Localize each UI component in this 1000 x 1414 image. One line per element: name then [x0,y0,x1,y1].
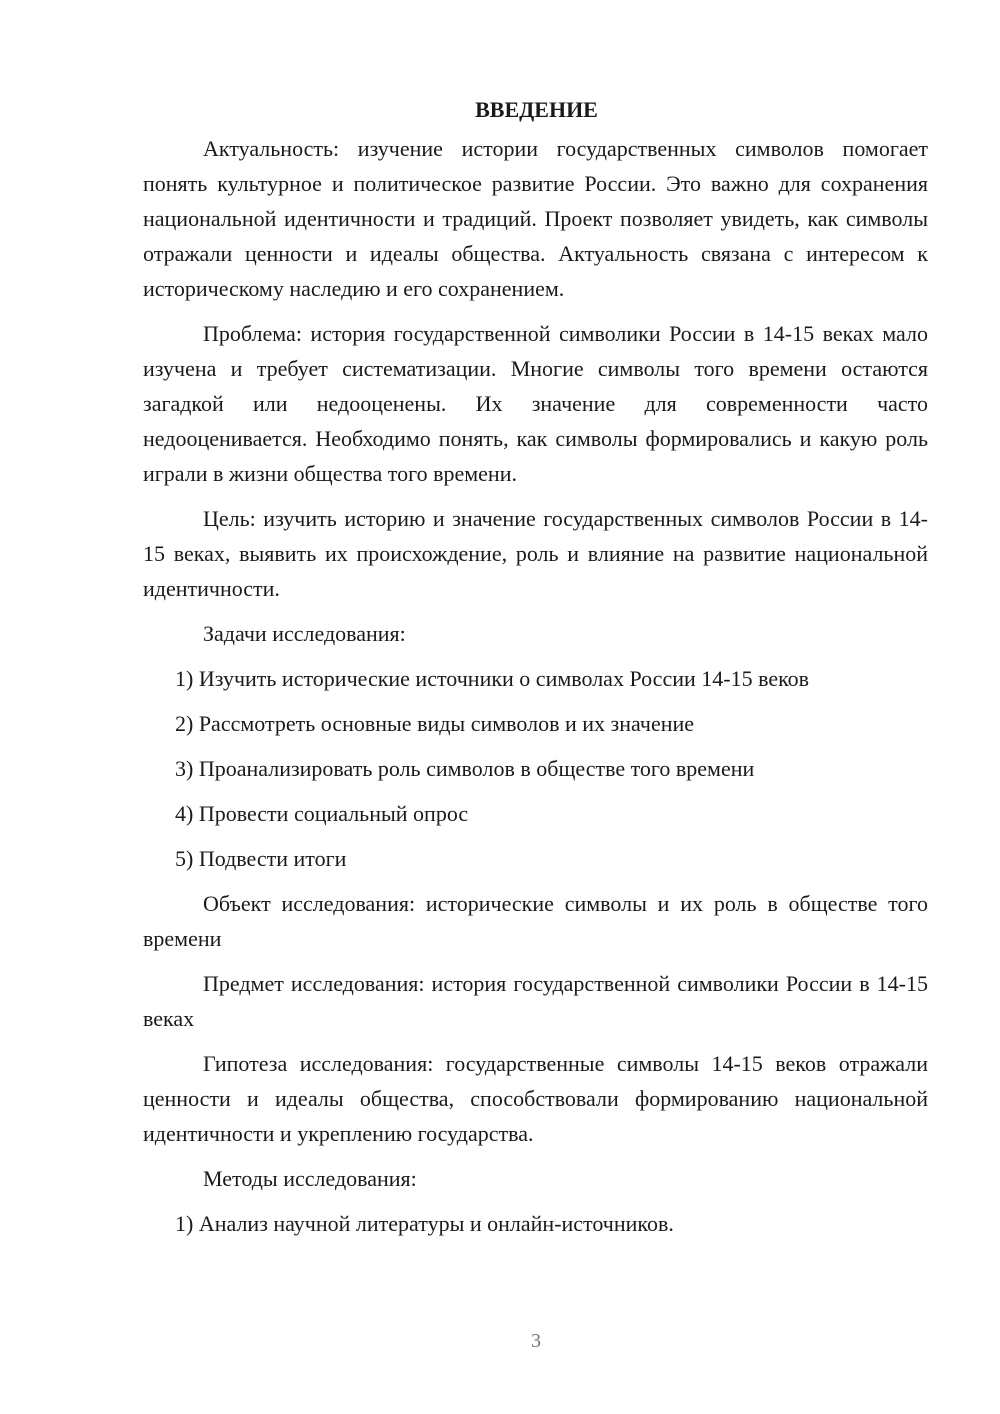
object-paragraph: Объект исследования: исторические символы и их роль в обществе того времени [143,891,928,951]
task-item: 3) Проанализировать роль символов в обществе того времени [175,756,755,781]
methods-heading: Методы исследования: [203,1166,417,1191]
task-item: 2) Рассмотреть основные виды символов и их значение [175,711,695,736]
document-heading: ВВЕДЕНИЕ [475,97,598,122]
relevance-paragraph: Актуальность: изучение истории государственных символов помогает понять культурное и политическое развитие России. Это важно для сохранения национальной идентичности и традиций. Проект позволяет увидеть, как символы отражали ценности и идеалы общества. Актуальность связана с интересом к историческому наследию и его сохранением. [143,136,928,301]
page-number: 3 [531,1330,541,1352]
subject-paragraph: Предмет исследования: история государственной символики России в 14-15 веках [143,971,928,1031]
task-item: 1) Изучить исторические источники о символах России 14-15 веков [175,666,810,691]
task-item: 5) Подвести итоги [175,846,347,871]
problem-paragraph: Проблема: история государственной символики России в 14-15 веках мало изучена и требует систематизации. Многие символы того времени остаются загадкой или недооценены. Их значение для современности часто недооценивается. Необходимо понять, как символы формировались и какую роль играли в жизни общества того времени. [143,321,928,486]
task-item: 4) Провести социальный опрос [175,801,469,826]
method-item: 1) Анализ научной литературы и онлайн-источников. [175,1211,674,1236]
hypothesis-paragraph: Гипотеза исследования: государственные символы 14-15 веков отражали ценности и идеалы общества, способствовали формированию национальной идентичности и укреплению государства. [143,1051,928,1146]
document-page [143,92,928,1251]
tasks-heading: Задачи исследования: [203,621,406,646]
goal-paragraph: Цель: изучить историю и значение государственных символов России в 14-15 веках, выявить их происхождение, роль и влияние на развитие национальной идентичности. [143,506,928,601]
